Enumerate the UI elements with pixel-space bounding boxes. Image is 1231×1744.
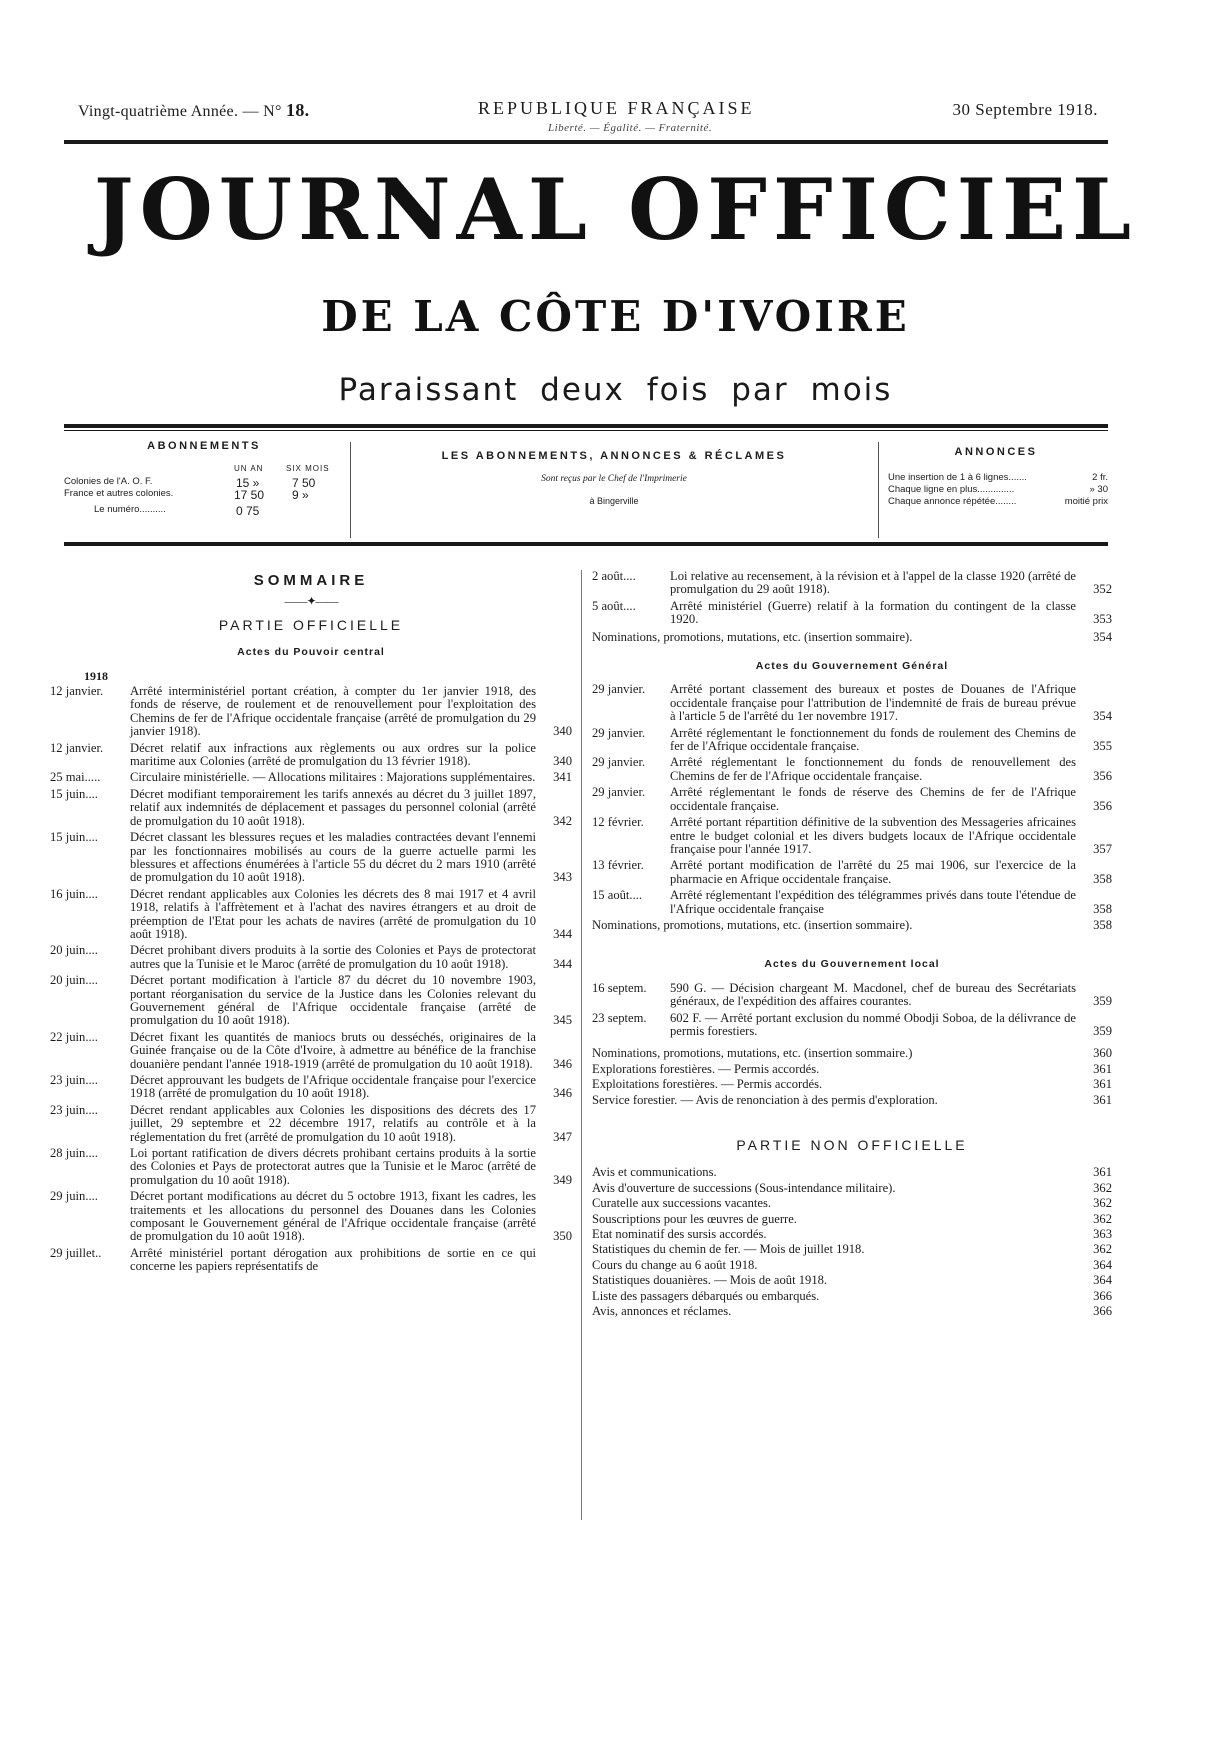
entry-date: 15 juin....: [50, 787, 98, 801]
entry-text: 602 F. — Arrêté portant exclusion du nommé Obodji Soboa, de la délivrance de permis forestiers.: [670, 1010, 1076, 1038]
list-item: [50, 771, 572, 784]
list-item: [50, 685, 572, 739]
entry-date: 15 août....: [592, 889, 643, 903]
entry-date: 23 juin....: [50, 1074, 98, 1087]
entry-text: Arrêté réglementant l'expédition des télégrammes privés dans toute l'étendue de l'Afrique occidentale française: [670, 888, 1076, 916]
list-item: [592, 1228, 1112, 1241]
entry-page: 358: [1093, 917, 1112, 932]
entry-text: Statistiques du chemin de fer. — Mois de juillet 1918.: [592, 1242, 865, 1257]
entry-date: 15 juin....: [50, 831, 98, 845]
list-item: [50, 788, 572, 828]
entry-text: Arrêté réglementant le fonctionnement du fonds de renouvellement des Chemins de fer de l'Afrique occidentale française.: [670, 755, 1076, 783]
entry-page: 358: [1093, 901, 1112, 916]
entry-text: Circulaire ministérielle. — Allocations militaires : Majorations supplémentaires.: [130, 770, 536, 785]
list-item: [592, 1166, 1112, 1179]
subscriptions-heading: ABONNEMENTS: [147, 440, 261, 452]
entry-text: Explorations forestières. — Permis accordés.: [592, 1061, 820, 1076]
list-item: [50, 974, 572, 1028]
ads-row: Chaque ligne en plus.............. » 30: [888, 484, 1108, 495]
entry-text: Nominations, promotions, mutations, etc. (insertion sommaire.): [592, 1046, 913, 1061]
entry-page: 364: [1093, 1257, 1112, 1272]
subscription-band: [64, 432, 1108, 540]
entry-page: 354: [1093, 629, 1112, 644]
list-item: [592, 1012, 1112, 1039]
entry-page: 340: [553, 754, 572, 769]
entry-page: 342: [553, 813, 572, 828]
entry-page: 341: [553, 770, 572, 785]
journal-tagline: Paraissant deux fois par mois: [338, 372, 893, 408]
entry-text: Curatelle aux successions vacantes.: [592, 1196, 772, 1211]
ads-heading: ANNONCES: [954, 446, 1038, 458]
center-notice: [364, 450, 864, 506]
ads-row: Chaque annonce répétée........ moitié prix: [888, 496, 1108, 507]
entry-date: 13 février.: [592, 859, 644, 873]
entry-text: Arrêté portant classement des bureaux et postes de Douanes de l'Afrique occidentale française pour l'attribution de l'indemnité de frais de bureau prévue à l'article 5 de l'arrêté du 1er novembre 1917.: [670, 682, 1076, 724]
center-heading: LES ABONNEMENTS, ANNONCES & RÉCLAMES: [441, 450, 787, 462]
entry-page: 361: [1093, 1077, 1112, 1092]
entry-page: 352: [1093, 582, 1112, 597]
band-top-thin-rule: [64, 430, 1108, 431]
band-bottom-rule: [64, 542, 1108, 546]
band-top-rule: [64, 424, 1108, 428]
list-item: [592, 1259, 1112, 1272]
republic-heading: REPUBLIQUE FRANÇAISE: [478, 98, 755, 118]
actes-gouvernement-general-heading: Actes du Gouvernement Général: [755, 660, 949, 673]
list-item: [592, 756, 1112, 783]
list-item: [592, 1197, 1112, 1210]
actes-pouvoir-central-heading: Actes du Pouvoir central: [237, 646, 385, 659]
list-item: [592, 1182, 1112, 1195]
center-line-2: à Bingerville: [589, 496, 639, 506]
list-item: [50, 888, 572, 942]
entry-page: 366: [1093, 1304, 1112, 1319]
entry-page: 357: [1093, 841, 1112, 856]
issue-date: 30 Septembre 1918.: [952, 100, 1098, 119]
entry-page: 358: [1093, 871, 1112, 886]
entry-page: 360: [1093, 1046, 1112, 1061]
entry-text: Arrêté ministériel portant dérogation aux prohibitions de sortie en ce qui concerne les papiers représentatifs de: [130, 1245, 536, 1274]
entry-text: Arrêté ministériel (Guerre) relatif à la formation du contingent de la classe 1920.: [670, 598, 1076, 627]
entry-text: Liste des passagers débarqués ou embarqués.: [592, 1288, 820, 1303]
list-item: [50, 1190, 572, 1244]
entry-text: Service forestier. — Avis de renonciation à des permis d'exploration.: [592, 1092, 938, 1107]
list-item: [592, 1290, 1112, 1303]
entry-text: Arrêté interministériel portant création, à compter du 1er janvier 1918, des fonds de réserve, de roulement et de renouvellement pour l'exploitation des Chemins de fer de l'Afrique occidentale française (arrêté de promulgation du 29 janvier 1918).: [130, 684, 536, 739]
ornament: ——✦——: [284, 594, 338, 609]
sommaire-title: SOMMAIRE: [253, 572, 369, 589]
year-heading: 1918: [84, 668, 108, 683]
entry-date: 12 janvier.: [50, 741, 104, 755]
entry-text: Cours du change au 6 août 1918.: [592, 1257, 758, 1272]
list-item: [50, 742, 572, 769]
entry-page: 353: [1093, 612, 1112, 627]
issue-prefix: Vingt-quatrième Année. — N°: [78, 103, 282, 120]
entry-text: Décret fixant les quantités de maniocs bruts ou desséchés, originaires de la Guinée française ou de la Côte d'Ivoire, à admettre au bénéfice de la franchise douanière pendant l'année 1918-1919 (arrêté de promulgation du 10 août 1918).: [130, 1029, 536, 1071]
entry-text: Décret prohibant divers produits à la sortie des Colonies et Pays de protectorat autres que la Tunisie et le Maroc (arrêté de promulgation du 10 août 1918).: [130, 943, 536, 971]
issue-number: 18.: [286, 100, 310, 120]
entry-text: Nominations, promotions, mutations, etc. (insertion sommaire).: [592, 629, 913, 644]
entry-text: Arrêté réglementant le fonds de réserve des Chemins de fer de l'Afrique occidentale française.: [670, 785, 1076, 813]
list-item: [50, 1104, 572, 1144]
journal-subtitle: DE LA CÔTE D'IVOIRE: [321, 292, 910, 341]
list-item: [50, 831, 572, 885]
entry-date: 29 juin....: [50, 1190, 98, 1204]
entry-text: Loi portant ratification de divers décrets prohibant certains produits à la sortie des Colonies et Pays de protectorat autres que la Tunisie et le Maroc (arrêté de promulgation du 10 août 1918).: [130, 1146, 536, 1187]
col-six-months: SIX MOIS: [286, 464, 330, 473]
entry-page: 354: [1093, 709, 1112, 724]
entry-page: 346: [553, 1086, 572, 1101]
entry-text: Avis et communications.: [592, 1165, 717, 1180]
entry-page: 346: [553, 1056, 572, 1071]
entry-page: 362: [1093, 1242, 1112, 1257]
entry-text: Nominations, promotions, mutations, etc. (insertion sommaire).: [592, 917, 913, 932]
list-item: [592, 631, 1112, 644]
entry-date: 29 janvier.: [592, 683, 646, 697]
entry-page: 363: [1093, 1227, 1112, 1242]
entry-text: Souscriptions pour les œuvres de guerre.: [592, 1211, 797, 1226]
list-item: [592, 816, 1112, 856]
entry-text: Statistiques douanières. — Mois de août 1918.: [592, 1273, 828, 1288]
list-item: [592, 859, 1112, 886]
entry-page: 345: [553, 1013, 572, 1028]
entry-date: 29 juillet..: [50, 1246, 102, 1260]
band-divider: [878, 442, 879, 538]
entry-date: 23 septem.: [592, 1011, 647, 1025]
entry-text: Arrêté réglementant le fonctionnement du fonds de roulement des Chemins de fer de l'Afrique occidentale française.: [670, 725, 1076, 754]
list-item: [592, 727, 1112, 754]
list-item: [592, 1243, 1112, 1256]
list-item: [592, 1094, 1112, 1107]
entry-text: Décret portant modification à l'article 87 du décret du 10 novembre 1903, portant réorganisation du service de la Justice dans les Colonies relevant du Gouvernement général de l'Afrique occidentale française (arrêté de promulgation du 10 août 1918).: [130, 973, 536, 1028]
actes-gouvernement-local-heading: Actes du Gouvernement local: [764, 958, 940, 971]
entry-date: 20 juin....: [50, 974, 98, 988]
masthead-topline: [78, 98, 1098, 134]
entry-date: 2 août....: [592, 570, 636, 583]
partie-non-officielle-heading: PARTIE NON OFFICIELLE: [736, 1137, 968, 1153]
list-item: [592, 600, 1112, 627]
entry-text: Arrêté portant répartition définitive de la subvention des Messageries africaines entre le budget colonial et les divers budgets locaux de l'Afrique occidentale française pour l'année 1917.: [670, 815, 1076, 856]
list-item: [50, 944, 572, 971]
ads-row: Une insertion de 1 à 6 lignes....... 2 fr.: [888, 472, 1108, 483]
ads-block: [884, 446, 1108, 508]
top-rule: [64, 140, 1108, 144]
left-column: [50, 570, 572, 1277]
entry-date: 12 janvier.: [50, 685, 104, 699]
entry-text: Décret relatif aux infractions aux règlements ou aux ordres sur la police maritime aux Colonies (arrêté de promulgation du 13 février 1918).: [130, 740, 536, 769]
entry-page: 355: [1093, 739, 1112, 754]
list-item: [592, 1078, 1112, 1091]
entry-text: Etat nominatif des sursis accordés.: [592, 1227, 767, 1242]
entry-page: 359: [1093, 1023, 1112, 1038]
subscription-row: Colonies de l'A. O. F. 15 » 7 50: [64, 476, 316, 490]
entry-page: 349: [553, 1172, 572, 1187]
entry-page: 340: [553, 724, 572, 739]
list-item: [592, 919, 1112, 932]
entry-page: 362: [1093, 1211, 1112, 1226]
list-item: [592, 982, 1112, 1009]
entry-text: 590 G. — Décision chargeant M. Macdonel, chef de bureau des Secrétariats généraux, de l'expédition des affaires courantes.: [670, 980, 1076, 1009]
list-item: [592, 1213, 1112, 1226]
entry-text: Décret rendant applicables aux Colonies les décrets des 8 mai 1917 et 4 avril 1918, relatifs à l'affrètement et à l'achat des navires étrangers et au droit de préemption de l'Etat pour les achats de navires (arrêté de promulgation du 10 août 1918).: [130, 886, 536, 941]
entry-page: 350: [553, 1229, 572, 1244]
entry-date: 29 janvier.: [592, 756, 646, 770]
entry-page: 356: [1093, 768, 1112, 783]
entry-page: 344: [553, 956, 572, 971]
issue-info: [78, 100, 309, 121]
entry-text: Arrêté portant modification de l'arrêté du 25 mai 1906, sur l'exercice de la pharmacie en Afrique occidentale française.: [670, 858, 1076, 886]
band-divider: [350, 442, 351, 538]
list-item: [50, 1031, 572, 1071]
entry-page: 361: [1093, 1165, 1112, 1180]
entry-page: 364: [1093, 1273, 1112, 1288]
list-item: [50, 1247, 572, 1274]
entry-page: 347: [553, 1129, 572, 1144]
entry-text: Loi relative au recensement, à la révision et à l'appel de la classe 1920 (arrêté de promulgation du 29 août 1918).: [670, 569, 1076, 597]
entry-date: 12 février.: [592, 816, 644, 830]
entry-date: 28 juin....: [50, 1147, 98, 1161]
column-divider: [581, 570, 582, 1520]
list-item: [592, 1047, 1112, 1060]
national-motto: Liberté. — Égalité. — Fraternité.: [548, 122, 713, 134]
entry-date: 20 juin....: [50, 944, 98, 958]
subscriptions-block: [64, 440, 344, 516]
entry-page: 356: [1093, 798, 1112, 813]
col-one-year: UN AN: [234, 464, 264, 473]
list-item: [50, 1074, 572, 1101]
list-item: [592, 570, 1112, 597]
list-item: [592, 683, 1112, 723]
entry-text: Exploitations forestières. — Permis accordés.: [592, 1077, 823, 1092]
list-item: [592, 889, 1112, 916]
entry-date: 25 mai.....: [50, 771, 101, 785]
list-item: [50, 1147, 572, 1187]
entry-date: 16 juin....: [50, 887, 98, 901]
entry-text: Avis, annonces et réclames.: [592, 1304, 732, 1319]
entry-date: 5 août....: [592, 599, 636, 613]
single-issue-row: Le numéro.......... 0 75: [94, 504, 260, 518]
entry-page: 361: [1093, 1092, 1112, 1107]
list-item: [592, 1305, 1112, 1318]
entry-date: 29 janvier.: [592, 726, 646, 740]
subscription-row: France et autres colonies. 17 50 9 »: [64, 488, 309, 502]
entry-text: Avis d'ouverture de successions (Sous-intendance militaire).: [592, 1180, 896, 1195]
entry-date: 22 juin....: [50, 1030, 98, 1044]
entry-text: Décret modifiant temporairement les tarifs annexés au décret du 3 juillet 1897, relatif aux indemnités de déplacement et passages du personnel colonial (arrêté de promulgation du 10 août 1918).: [130, 786, 536, 828]
entry-page: 361: [1093, 1061, 1112, 1076]
entry-page: 359: [1093, 994, 1112, 1009]
entry-text: Décret portant modifications au décret du 5 octobre 1913, fixant les cadres, les traitements et les allocations du personnel des Douanes dans les Colonies composant le Gouvernement général de l'Afrique occidentale française (arrêté de promulgation du 10 août 1918).: [130, 1189, 536, 1244]
entry-text: Décret approuvant les budgets de l'Afrique occidentale française pour l'exercice 1918 (arrêté de promulgation du 10 août 1918).: [130, 1073, 536, 1101]
right-column: [592, 570, 1112, 1320]
entry-page: 366: [1093, 1288, 1112, 1303]
entry-text: Décret classant les blessures reçues et les maladies contractées devant l'ennemi par les fonctionnaires mobilisés au cours de la guerre actuelle parmi les blessures et affections énumérées à l'article 55 du décret du 2 mars 1910 (arrêté de promulgation du 10 août 1918).: [130, 830, 536, 885]
list-item: [592, 1274, 1112, 1287]
entry-page: 344: [553, 926, 572, 941]
partie-officielle-heading: PARTIE OFFICIELLE: [218, 616, 404, 633]
entry-date: 23 juin....: [50, 1103, 98, 1117]
list-item: [592, 1063, 1112, 1076]
center-line-1: Sont reçus par le Chef de l'Imprimerie: [541, 474, 687, 484]
entry-date: 16 septem.: [592, 981, 647, 995]
entry-page: 362: [1093, 1180, 1112, 1195]
entry-date: 29 janvier.: [592, 786, 646, 800]
entry-text: Décret rendant applicables aux Colonies les dispositions des décrets des 17 juillet, 29 septembre et 22 décembre 1917, relatifs au contrôle et à la réglementation du fret (arrêté de promulgation du 10 août 1918).: [130, 1102, 536, 1144]
journal-title: JOURNAL OFFICIEL: [93, 160, 1138, 259]
entry-page: 362: [1093, 1196, 1112, 1211]
entry-page: 343: [553, 870, 572, 885]
list-item: [592, 786, 1112, 813]
